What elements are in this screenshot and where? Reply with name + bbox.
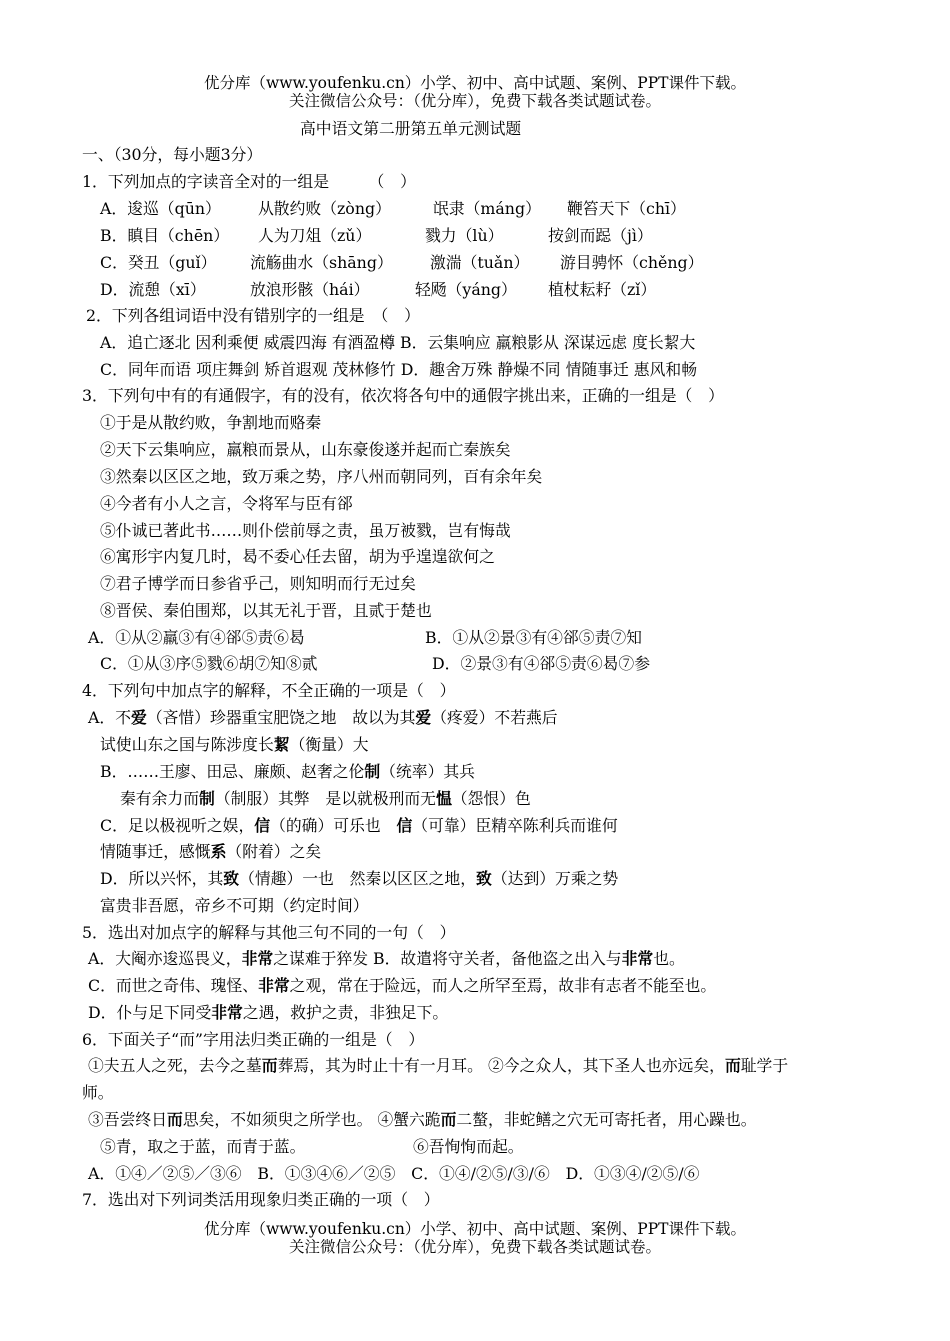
q1-option-b-4: 按剑而跽（jì） [548,226,653,245]
q2-stem: 2．下列各组词语中没有错别字的一组是 （ ） [86,306,420,325]
q5-option-d: D．仆与足下同受非常之遇，救护之责，非独足下。 [88,1003,449,1022]
footer-line-2: 关注微信公众号：（优分库），免费下载各类试题试卷。 [288,1238,661,1256]
q3-option-b: B．①从②景③有④郤⑤责⑦知 [425,628,642,647]
dotted-char: 制 [364,762,381,781]
q1-stem: 1．下列加点的字读音全对的一组是 （ ） [82,172,416,191]
q4-option-b-line2: 秦有余力而制（制服）其弊 是以就极刑而无愠（怨恨）色 [120,789,531,808]
q1-option-a-3: 氓隶（máng） [433,199,541,218]
header-line-1: 优分库（www.youfenku.cn）小学、初中、高中试题、案例、PPT课件下载。 [203,74,747,92]
q5-option-c: C．而世之奇伟、瑰怪、非常之观，常在于险远，而人之所罕至焉，故非有志者不能至也。 [88,976,717,995]
q4-stem: 4．下列句中加点字的解释，不全正确的一项是（ ） [82,681,456,700]
dotted-char: 爱 [131,708,147,727]
q1-option-c-3: 激湍（tuǎn） [430,253,530,272]
q4-option-d-line1: D．所以兴怀，其致（情趣）一也 然秦以区区之地，致（达到）万乘之势 [100,869,619,888]
dotted-char: 絜 [273,735,290,754]
q1-option-d-1: D．流憩（xī） [100,280,206,299]
q3-item-7: ⑦君子博学而日参省乎己，则知明而行无过矣 [100,574,416,593]
q3-item-5: ⑤仆诚已著此书……则仆偿前辱之责，虽万被戮，岂有悔哉 [100,521,511,540]
q1-option-c-4: 游目骋怀（chěng） [560,253,704,272]
q1-option-a-2: 从散约败（zòng） [258,199,391,218]
q3-option-a: A．①从②羸③有④郤⑤责⑥曷 [88,628,305,647]
q4-option-a-line2: 试使山东之国与陈涉度长絜（衡量）大 [100,735,369,754]
q2-options-ab: A．追亡逐北 因利乘便 威震四海 有酒盈樽 B．云集响应 羸粮影从 深谋远虑 度长絜大 [100,333,696,352]
q1-option-b-3: 戮力（lù） [425,226,504,245]
q6-line-2: 师。 [82,1083,114,1102]
q4-option-b-line1: B．……王廖、田忌、廉颇、赵奢之伦制（统率）其兵 [100,762,475,781]
q3-option-d: D．②景③有④郤⑤责⑥曷⑦参 [432,654,651,673]
q1-option-a-4: 鞭笞天下（chī） [567,199,686,218]
q4-option-a-line1: A．不爱（吝惜）珍器重宝肥饶之地 故以为其爱（疼爱）不若燕后 [88,708,558,727]
dotted-char: 而 [440,1110,457,1129]
q6-answers: A．①④／②⑤／③⑥ B．①③④⑥／②⑤ C．①④/②⑤/③/⑥ D．①③④/②⑤/⑥ [88,1164,700,1183]
q1-option-d-4: 植杖耘耔（zǐ） [548,280,657,299]
q3-option-c: C．①从③序⑤戮⑥胡⑦知⑧贰 [100,654,318,673]
dotted-char: 信 [396,816,413,835]
dotted-char: 制 [199,789,215,808]
q3-item-1: ①于是从散约败，争割地而赂秦 [100,413,322,432]
dotted-char: 而 [167,1110,183,1129]
dotted-char: 而 [724,1056,741,1075]
doc-title: 高中语文第二册第五单元测试题 [300,119,522,138]
q4-option-c-line1: C．足以极视听之娱，信（的确）可乐也 信（可靠）臣精卒陈利兵而谁何 [100,816,618,835]
q6-line-1: ①夫五人之死，去今之墓而葬焉，其为时止十有一月耳。 ②今之众人，其下圣人也亦远矣，而耻学于 [88,1056,789,1075]
dotted-char: 愠 [435,789,452,808]
dotted-char: 致 [223,869,240,888]
q2-options-cd: C．同年而语 项庄舞剑 矫首遐观 茂林修竹 D．趣舍万殊 静燥不同 情随事迁 惠风和畅 [100,360,697,379]
q1-option-c-1: C．癸丑（guǐ） [100,253,217,272]
footer-line-1: 优分库（www.youfenku.cn）小学、初中、高中试题、案例、PPT课件下载。 [203,1220,747,1238]
dotted-char: 而 [261,1056,278,1075]
section-heading: 一、（30分，每小题3分） [82,145,263,164]
dotted-word: 非常 [211,1003,243,1022]
dotted-char: 爱 [415,708,432,727]
q5-stem: 5．选出对加点字的解释与其他三句不同的一句（ ） [82,923,456,942]
q3-item-3: ③然秦以区区之地，致万乘之势，序八州而朝同列，百有余年矣 [100,467,543,486]
q1-option-d-3: 轻飏（yáng） [415,280,517,299]
q1-option-d-2: 放浪形骸（hái） [250,280,370,299]
q1-option-c-2: 流觞曲水（shāng） [250,253,393,272]
q3-item-6: ⑥寓形宇内复几时，曷不委心任去留，胡为乎遑遑欲何之 [100,547,495,566]
dotted-char: 系 [210,842,227,861]
q3-item-2: ②天下云集响应，羸粮而景从，山东豪俊遂并起而亡秦族矣 [100,440,511,459]
q1-option-b-2: 人为刀俎（zǔ） [258,226,372,245]
dotted-word: 非常 [241,949,274,968]
dotted-word: 非常 [258,976,290,995]
dotted-char: 致 [476,869,492,888]
dotted-char: 信 [254,816,271,835]
q3-item-4: ④今者有小人之言，令将军与臣有郤 [100,494,353,513]
q4-option-c-line2: 情随事迁，感慨系（附着）之矣 [100,842,322,861]
q1-option-b-1: B．瞋目（chēn） [100,226,230,245]
q6-stem: 6．下面关子“而”字用法归类正确的一组是（ ） [82,1030,425,1049]
q1-option-a-1: A．逡巡（qūn） [100,199,221,218]
q7-stem: 7．选出对下列词类活用现象归类正确的一项（ ） [82,1190,440,1209]
q4-option-d-line2: 富贵非吾愿，帝乡不可期（约定时间） [100,896,369,915]
header-line-2: 关注微信公众号：（优分库），免费下载各类试题试卷。 [288,92,661,110]
q3-item-8: ⑧晋侯、秦伯围郑，以其无礼于晋，且贰于楚也 [100,601,432,620]
dotted-word: 非常 [621,949,654,968]
q5-options-ab: A．大阉亦逡巡畏义，非常之谋难于猝发 B．故遣将守关者，备他盗之出入与非常也。 [88,949,685,968]
q6-line-4a: ⑤青，取之于蓝，而青于蓝。 [100,1137,306,1156]
q6-line-3: ③吾尝终日而思矣，不如须臾之所学也。 ④蟹六跪而二螯，非蛇鳝之穴无可寄托者，用心躁也。 [88,1110,757,1129]
q3-stem: 3．下列句中有的有通假字，有的没有，依次将各句中的通假字挑出来，正确的一组是（ ） [82,386,724,405]
q6-line-4b: ⑥吾恂恂而起。 [413,1137,524,1156]
